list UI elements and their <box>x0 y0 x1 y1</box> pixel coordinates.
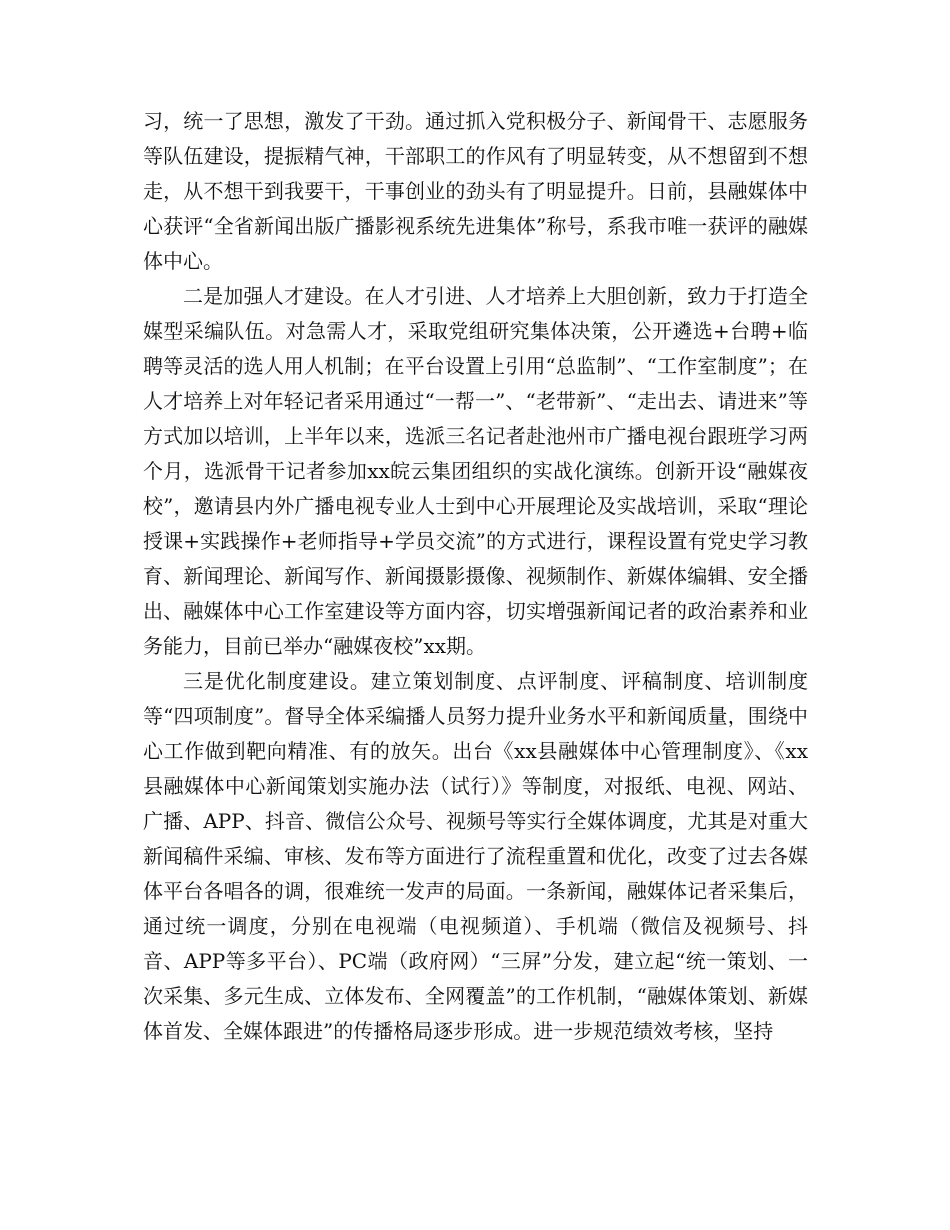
paragraph-2: 二是加强人才建设。在人才引进、人才培养上大胆创新，致力于打造全媒型采编队伍。对急需人才，采取党组研究集体决策，公开遴选+台聘+临聘等灵活的选人用人机制；在平台设置上引用“总监制”、“工作室制度”；在人才培养上对年轻记者采用通过“一帮一”、“老带新”、“走出去、请进来”等方式加以培训，上半年以来，选派三名记者赴池州市广播电视台跟班学习两个月，选派骨干记者参加xx皖云集团组织的实战化演练。创新开设“融媒夜校”，邀请县内外广播电视专业人士到中心开展理论及实战培训，采取“理论授课+实践操作+老师指导+学员交流”的方式进行，课程设置有党史学习教育、新闻理论、新闻写作、新闻摄影摄像、视频制作、新媒体编辑、安全播出、融媒体中心工作室建设等方面内容，切实增强新闻记者的政治素养和业务能力，目前已举办“融媒夜校”xx期。 <box>143 284 808 658</box>
document-body <box>143 104 808 1049</box>
paragraph-3: 三是优化制度建设。建立策划制度、点评制度、评稿制度、培训制度等“四项制度”。督导全体采编播人员努力提升业务水平和新闻质量，围绕中心工作做到靶向精准、有的放矢。出台《xx县融媒体中心管理制度》、《xx县融媒体中心新闻策划实施办法（试行）》等制度，对报纸、电视、网站、广播、APP、抖音、微信公众号、视频号等实行全媒体调度，尤其是对重大新闻稿件采编、审核、发布等方面进行了流程重置和优化，改变了过去各媒体平台各唱各的调，很难统一发声的局面。一条新闻，融媒体记者采集后，通过统一调度，分别在电视端（电视频道）、手机端（微信及视频号、抖音、APP等多平台）、PC端（政府网）“三屏”分发，建立起“统一策划、一次采集、多元生成、立体发布、全网覆盖”的工作机制，“融媒体策划、新媒体首发、全媒体跟进”的传播格局逐步形成。进一步规范绩效考核，坚持 <box>143 669 808 1043</box>
paragraph-1: 习，统一了思想，激发了干劲。通过抓入党积极分子、新闻骨干、志愿服务等队伍建设，提振精气神，干部职工的作风有了明显转变，从不想留到不想走，从不想干到我要干，干事创业的劲头有了明显提升。日前，县融媒体中心获评“全省新闻出版广播影视系统先进集体”称号，系我市唯一获评的融媒体中心。 <box>143 109 808 273</box>
